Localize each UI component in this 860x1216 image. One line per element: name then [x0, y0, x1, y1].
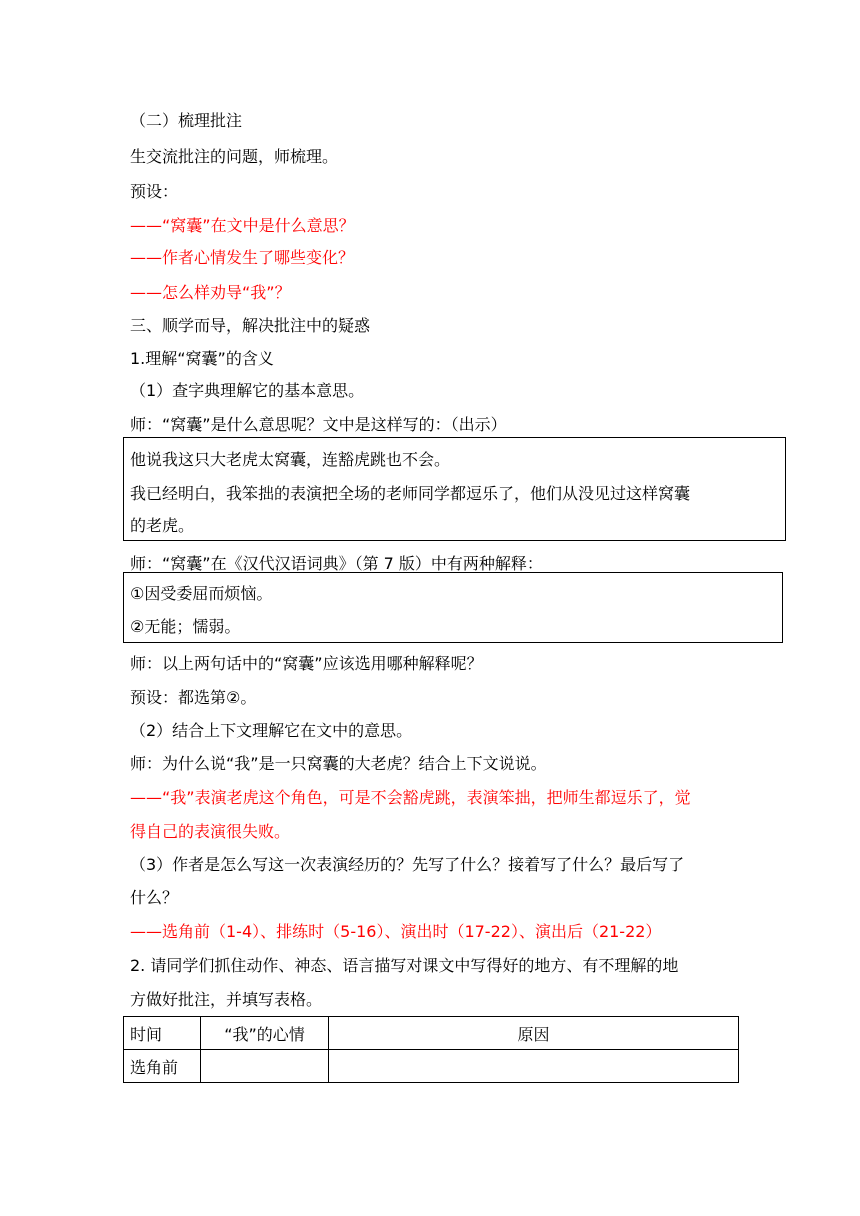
step3-line-1: （3）作者是怎么写这一次表演经历的？先写了什么？接着写了什么？最后写了 — [130, 855, 685, 874]
definition-2: ②无能；懦弱。 — [130, 617, 241, 636]
question-3: ——怎么样劝导“我”？ — [130, 283, 291, 302]
table-header-reason: 原因 — [329, 1017, 739, 1050]
table-header-mood: “我”的心情 — [201, 1017, 329, 1050]
table-header-row — [124, 1017, 739, 1050]
step2-text: （2）结合上下文理解它在文中的意思。 — [130, 721, 413, 740]
table-cell-reason[interactable] — [329, 1050, 739, 1083]
dictionary-intro: 师：“窝囊”在《汉代汉语词典》（第 7 版）中有两种解释： — [130, 554, 543, 573]
answer-red-line-1: ——“我”表演老虎这个角色，可是不会豁虎跳，表演笨拙，把师生都逗乐了，觉 — [130, 788, 691, 807]
preset-label: 预设： — [130, 182, 179, 201]
teacher-question-2: 师：以上两句话中的“窝囊”应该选用哪种解释呢？ — [130, 654, 483, 673]
section-title: （二）梳理批注 — [130, 111, 243, 130]
table-header-time: 时间 — [124, 1017, 201, 1050]
stages-red: ——选角前（1-4）、排练时（5-16）、演出时（17-22）、演出后（21-22） — [130, 922, 662, 941]
answer-red-line-2: 得自己的表演很失败。 — [130, 822, 291, 841]
question-2: ——作者心情发生了哪些变化？ — [130, 248, 355, 267]
step3-line-2: 什么？ — [130, 888, 179, 907]
table-row — [124, 1050, 739, 1083]
question-1: ——“窝囊”在文中是什么意思？ — [130, 216, 355, 235]
step1-text: （1）查字典理解它的基本意思。 — [130, 381, 365, 400]
teacher-question-3: 师：为什么说“我”是一只窝囊的大老虎？结合上下文说说。 — [130, 754, 547, 773]
quote-line-2: 我已经明白，我笨拙的表演把全场的老师同学都逗乐了，他们从没见过这样窝囊 — [130, 484, 691, 503]
quote-line-1: 他说我这只大老虎太窝囊，连豁虎跳也不会。 — [130, 450, 451, 469]
quote-line-3: 的老虎。 — [130, 516, 195, 535]
definition-1: ①因受委屈而烦恼。 — [130, 584, 273, 603]
item2-line-1: 2. 请同学们抓住动作、神态、语言描写对课文中写得好的地方、有不理解的地 — [130, 956, 679, 975]
teacher-question-1: 师：“窝囊”是什么意思呢？文中是这样写的：（出示） — [130, 415, 507, 434]
part-three-title: 三、顺学而导，解决批注中的疑惑 — [130, 316, 371, 335]
mood-table — [123, 1016, 739, 1083]
intro-text: 生交流批注的问题，师梳理。 — [130, 147, 339, 166]
item1-title: 1.理解“窝囊”的含义 — [130, 349, 274, 368]
table-cell-mood[interactable] — [201, 1050, 329, 1083]
item2-line-2: 方做好批注，并填写表格。 — [130, 990, 323, 1009]
table-cell-time: 选角前 — [124, 1050, 201, 1083]
preset-answer: 预设：都选第②。 — [130, 688, 257, 707]
